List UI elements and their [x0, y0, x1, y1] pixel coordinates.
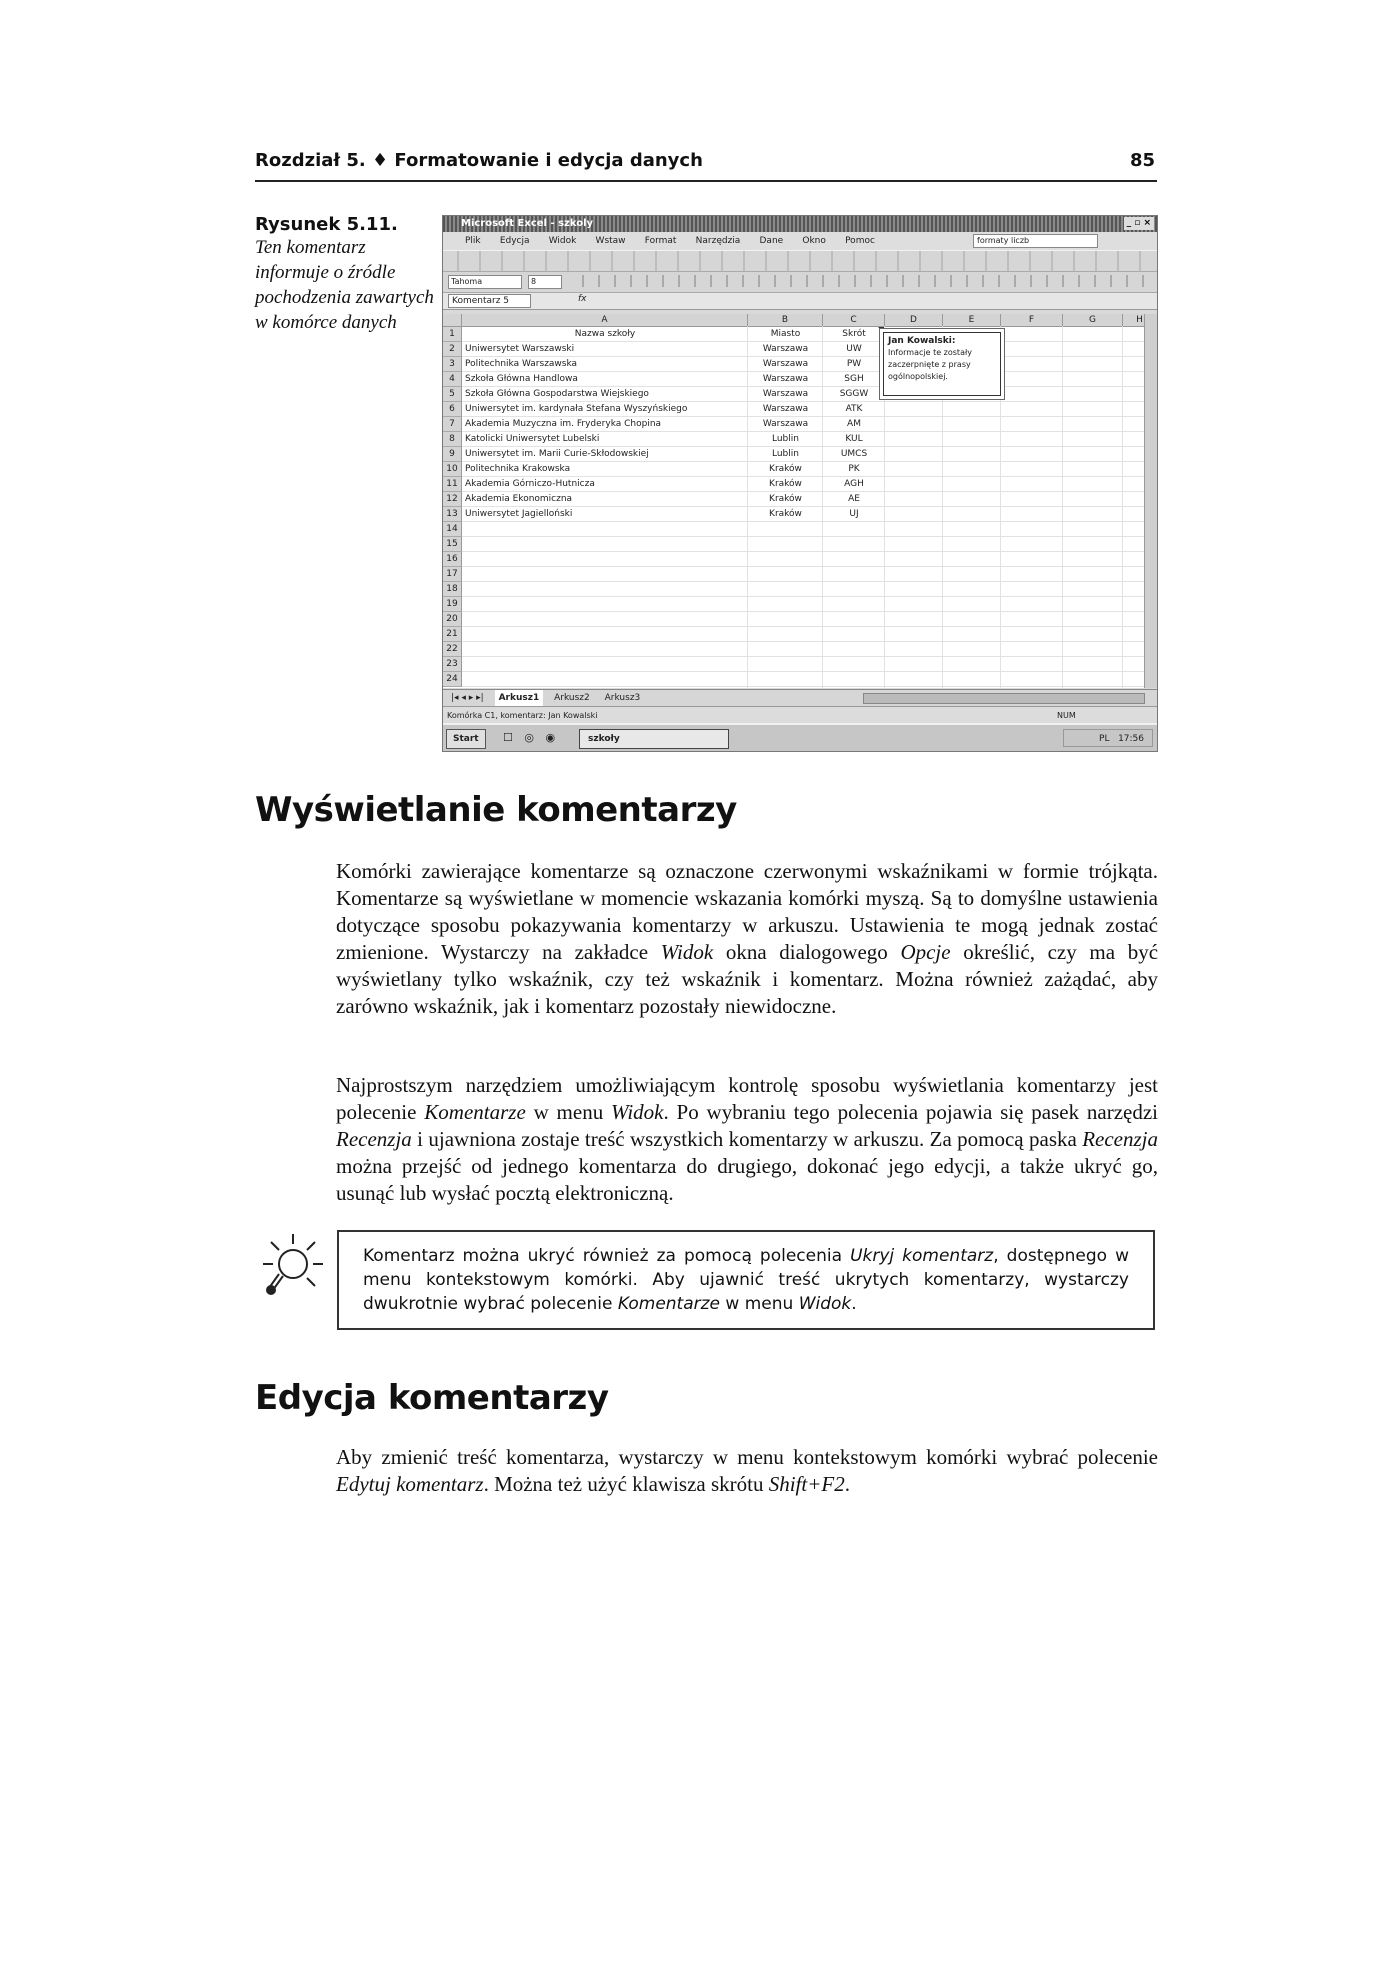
formatting-buttons[interactable]	[568, 275, 1148, 287]
grid-line	[462, 656, 1157, 657]
row-header[interactable]: 18	[443, 582, 462, 597]
vertical-scrollbar[interactable]	[1144, 314, 1157, 688]
grid-line	[1062, 326, 1063, 688]
table-cell[interactable]: Akademia Ekonomiczna	[465, 494, 573, 504]
sheet-tab-arkusz1[interactable]: Arkusz1	[495, 690, 544, 706]
table-cell[interactable]: Warszawa	[762, 419, 809, 429]
row-header[interactable]: 14	[443, 522, 462, 537]
table-cell[interactable]: Uniwersytet im. kardynała Stefana Wyszyńskiego	[465, 404, 688, 414]
menu-item-wstaw[interactable]: Wstaw	[595, 236, 626, 246]
table-cell[interactable]: Katolicki Uniwersytet Lubelski	[465, 434, 600, 444]
row-header[interactable]: 12	[443, 492, 462, 507]
row-header[interactable]: 16	[443, 552, 462, 567]
grid-line	[462, 641, 1157, 642]
table-cell[interactable]: AGH	[844, 479, 864, 489]
system-tray	[1063, 729, 1153, 747]
status-bar	[443, 706, 1157, 723]
menu-item-pomoc[interactable]: Pomoc	[845, 236, 875, 246]
row-header[interactable]: 20	[443, 612, 462, 627]
excel-menubar	[443, 232, 1157, 250]
table-cell[interactable]: Skrót	[842, 329, 866, 339]
table-cell[interactable]: UW	[846, 344, 862, 354]
table-cell[interactable]: Kraków	[769, 479, 802, 489]
select-all-corner[interactable]	[443, 314, 462, 327]
grid-line	[462, 551, 1157, 552]
section1-paragraph-2: Najprostszym narzędziem umożliwiającym kontrolę sposobu wyświetlania komentarzy jest polecenie Komentarze w menu Widok. Po wybraniu tego polecenia pojawia się pasek narzędzi Recenzja i ujawniona zostaje treść wszystkich komentarzy w arkuszu. Za pomocą paska Recenzja można przejść od jednego komentarza do drugiego, dokonać jego edycji, a także ukryć go, usunąć lub wysłać pocztą elektroniczną.	[336, 1073, 1158, 1205]
lightbulb-icon	[255, 1230, 325, 1300]
windows-taskbar	[443, 723, 1157, 752]
taskbar-app-szkoly[interactable]: szkoły	[579, 729, 729, 749]
grid-line	[462, 581, 1157, 582]
table-cell[interactable]: AM	[847, 419, 861, 429]
table-cell[interactable]: Warszawa	[762, 389, 809, 399]
menu-item-edycja[interactable]: Edycja	[499, 236, 530, 246]
table-cell[interactable]: Akademia Górniczo-Hutnicza	[465, 479, 595, 489]
status-text: Komórka C1, komentarz: Jan Kowalski	[447, 711, 598, 720]
comment-text: Informacje te zostały zaczerpnięte z prasy ogólnopolskiej.	[888, 348, 972, 381]
row-header[interactable]: 8	[443, 432, 462, 447]
column-header-g[interactable]: G	[1063, 314, 1123, 327]
table-cell[interactable]: Warszawa	[762, 374, 809, 384]
cell-comment[interactable]	[883, 332, 1001, 396]
menu-item-format[interactable]: Format	[644, 236, 677, 246]
table-cell[interactable]: Szkoła Główna Gospodarstwa Wiejskiego	[465, 389, 649, 399]
menu-item-narzedzia[interactable]: Narzędzia	[695, 236, 741, 246]
table-cell[interactable]: KUL	[845, 434, 863, 444]
row-header[interactable]: 9	[443, 447, 462, 462]
row-header[interactable]: 13	[443, 507, 462, 522]
fx-icon[interactable]: fx	[578, 294, 587, 304]
menu-item-plik[interactable]: Plik	[465, 236, 481, 246]
row-header[interactable]: 21	[443, 627, 462, 642]
formula-bar	[443, 293, 1157, 310]
row-header[interactable]: 17	[443, 567, 462, 582]
grid-line	[822, 326, 823, 688]
sheet-tabs-bar	[443, 689, 1157, 706]
table-cell[interactable]: PW	[846, 359, 862, 369]
row-header[interactable]: 2	[443, 342, 462, 357]
table-cell[interactable]: Nazwa szkoły	[574, 329, 636, 339]
menu-item-widok[interactable]: Widok	[548, 236, 577, 246]
language-indicator[interactable]: PL	[1099, 734, 1110, 744]
running-header	[255, 150, 1157, 182]
row-header[interactable]: 11	[443, 477, 462, 492]
table-cell[interactable]: UMCS	[840, 449, 868, 459]
column-header-a[interactable]: A	[462, 314, 748, 327]
table-cell[interactable]: Uniwersytet im. Marii Curie-Skłodowskiej	[465, 449, 649, 459]
menu-item-okno[interactable]: Okno	[802, 236, 826, 246]
row-header[interactable]: 23	[443, 657, 462, 672]
table-cell[interactable]: Politechnika Warszawska	[465, 359, 578, 369]
standard-toolbar[interactable]	[443, 250, 1157, 272]
window-buttons[interactable]: _ ▫ ×	[1124, 217, 1154, 230]
grid-line	[462, 596, 1157, 597]
horizontal-scrollbar[interactable]	[863, 693, 1145, 704]
tip-box: Komentarz można ukryć również za pomocą polecenia Ukryj komentarz, dostępnego w menu kontekstowym komórki. Aby ujawnić treść ukrytych komentarzy, wystarczy dwukrotnie wybrać polecenie Komentarze w menu Widok.	[337, 1230, 1155, 1330]
figure-caption	[255, 214, 435, 335]
row-header[interactable]: 24	[443, 672, 462, 687]
name-box[interactable]: Komentarz 5	[448, 294, 531, 308]
row-header[interactable]: 3	[443, 357, 462, 372]
sheet-tab-arkusz3[interactable]: Arkusz3	[604, 693, 641, 703]
column-header-h[interactable]: H	[1123, 314, 1157, 327]
row-header[interactable]: 15	[443, 537, 462, 552]
section-heading-wyswietlanie: Wyświetlanie komentarzy	[255, 790, 737, 830]
font-size-select[interactable]: 8	[528, 275, 562, 289]
table-cell[interactable]: Lublin	[772, 434, 799, 444]
column-header-c[interactable]: C	[823, 314, 885, 327]
grid-line	[462, 521, 1157, 522]
excel-titlebar	[443, 216, 1157, 232]
column-header-b[interactable]: B	[748, 314, 823, 327]
grid-line	[462, 671, 1157, 672]
table-cell[interactable]: Lublin	[772, 449, 799, 459]
clock: 17:56	[1118, 734, 1144, 744]
grid-line	[462, 566, 1157, 567]
table-cell[interactable]: Szkoła Główna Handlowa	[465, 374, 578, 384]
table-cell[interactable]: Warszawa	[762, 344, 809, 354]
table-cell[interactable]: Uniwersytet Jagielloński	[465, 509, 573, 519]
figure-label: Rysunek 5.11.	[255, 214, 398, 235]
table-cell[interactable]: UJ	[849, 509, 859, 519]
row-header[interactable]: 4	[443, 372, 462, 387]
column-header-e[interactable]: E	[943, 314, 1001, 327]
column-header-f[interactable]: F	[1001, 314, 1063, 327]
section2-paragraph-1: Aby zmienić treść komentarza, wystarczy w menu kontekstowym komórki wybrać polecenie Edytuj komentarz. Można też użyć klawisza skrótu Shift+F2.	[336, 1445, 1158, 1496]
table-cell[interactable]: Warszawa	[762, 359, 809, 369]
spreadsheet-grid[interactable]	[443, 314, 1157, 688]
row-header[interactable]: 19	[443, 597, 462, 612]
page-number: 85	[1129, 150, 1155, 171]
start-button[interactable]: Start	[446, 729, 486, 749]
sheet-tab-arkusz2[interactable]: Arkusz2	[554, 693, 590, 703]
comment-author: Jan Kowalski:	[888, 336, 956, 346]
row-header[interactable]: 1	[443, 327, 462, 342]
row-header[interactable]: 6	[443, 402, 462, 417]
figure-caption-text: Ten komentarz informuje o źródle pochodzenia zawartych w komórce danych	[255, 237, 434, 333]
font-select[interactable]: Tahoma	[448, 275, 522, 289]
grid-line	[462, 626, 1157, 627]
table-cell[interactable]: Warszawa	[762, 404, 809, 414]
column-header-d[interactable]: D	[885, 314, 943, 327]
ask-question-box[interactable]: formaty liczb	[973, 234, 1098, 248]
row-header[interactable]: 22	[443, 642, 462, 657]
excel-screenshot	[442, 215, 1158, 752]
row-header[interactable]: 5	[443, 387, 462, 402]
menu-item-dane[interactable]: Dane	[759, 236, 784, 246]
table-cell[interactable]: AE	[848, 494, 860, 504]
section-heading-edycja: Edycja komentarzy	[255, 1378, 609, 1418]
table-cell[interactable]: Kraków	[769, 464, 802, 474]
excel-title: Microsoft Excel - szkoly	[461, 218, 594, 229]
num-lock-indicator: NUM	[1057, 711, 1076, 720]
table-cell[interactable]: Miasto	[770, 329, 801, 339]
row-header[interactable]: 10	[443, 462, 462, 477]
sheet-nav-buttons[interactable]: |◂ ◂ ▸ ▸|	[451, 693, 484, 703]
formatting-toolbar	[443, 272, 1157, 293]
chapter-heading: Rozdział 5. ♦ Formatowanie i edycja danych	[255, 150, 703, 171]
table-cell[interactable]: ATK	[845, 404, 863, 414]
table-cell[interactable]: Politechnika Krakowska	[465, 464, 571, 474]
row-header[interactable]: 7	[443, 417, 462, 432]
grid-line	[462, 536, 1157, 537]
table-cell[interactable]: Kraków	[769, 509, 802, 519]
grid-line	[462, 686, 1157, 687]
grid-line	[1122, 326, 1123, 688]
section1-paragraph-1: Komórki zawierające komentarze są oznaczone czerwonymi wskaźnikami w formie trójkąta. Komentarze są wyświetlane w momencie wskazania komórki myszą. Są to domyślne ustawienia dotyczące sposobu pokazywania komentarzy w arkuszu. Ustawienia te mogą jednak zostać zmienione. Wystarczy na zakładce Widok okna dialogowego Opcje określić, czy ma być wyświetlany tylko wskaźnik, czy też wskaźnik i komentarz. Można również zażądać, aby zarówno wskaźnik, jak i komentarz pozostały niewidoczne.	[336, 859, 1159, 1018]
table-cell[interactable]: Kraków	[769, 494, 802, 504]
grid-line	[462, 611, 1157, 612]
quick-launch-icons[interactable]: ☐ ◎ ◉	[503, 731, 560, 744]
table-cell[interactable]: PK	[848, 464, 860, 474]
table-cell[interactable]: Uniwersytet Warszawski	[465, 344, 575, 354]
table-cell[interactable]: SGGW	[839, 389, 869, 399]
table-cell[interactable]: SGH	[844, 374, 864, 384]
table-cell[interactable]: Akademia Muzyczna im. Fryderyka Chopina	[465, 419, 662, 429]
grid-line	[747, 326, 748, 688]
